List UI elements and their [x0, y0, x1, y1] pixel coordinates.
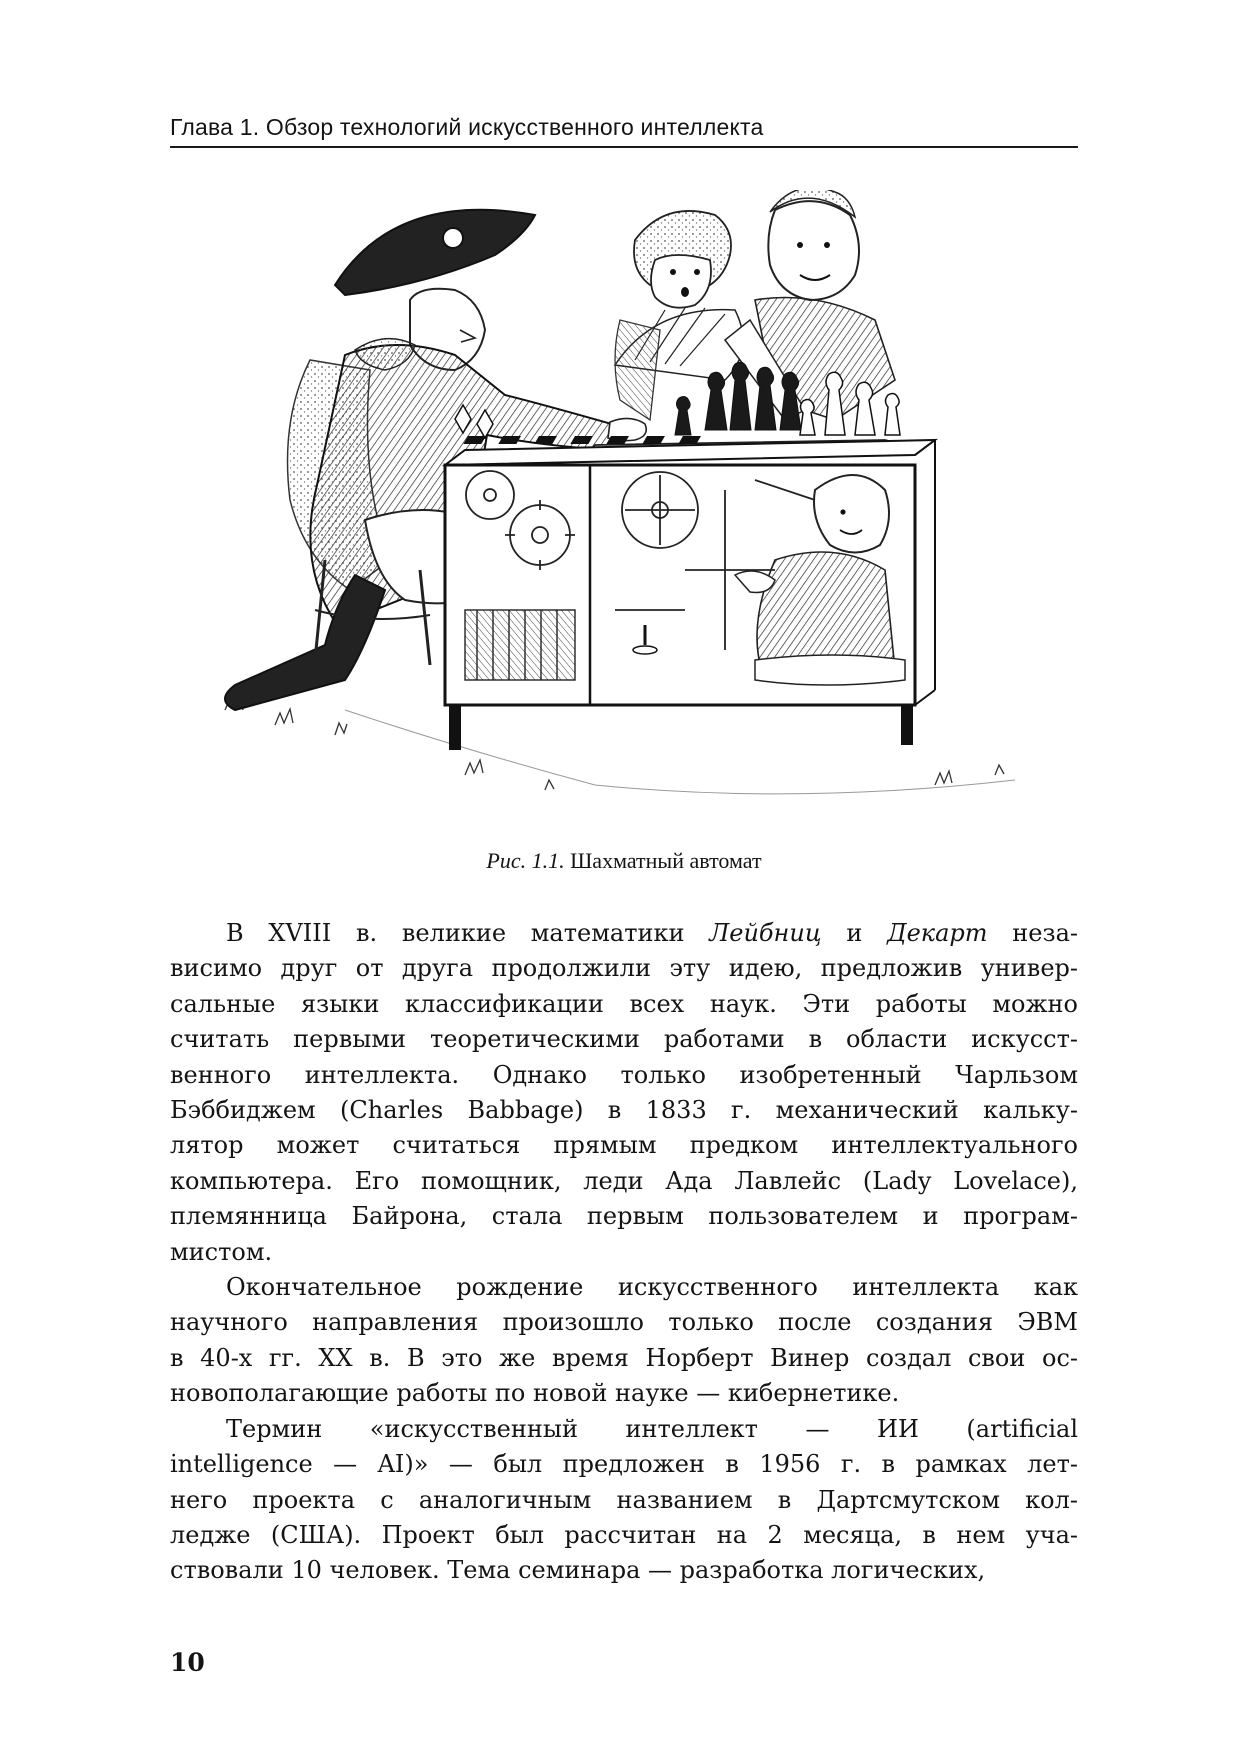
text-segment: него проекта с аналогичным названием в Дартсмутском кол- — [170, 1485, 1078, 1514]
text-segment: В XVIII в. великие математики — [226, 919, 710, 947]
text-line — [170, 1093, 1078, 1128]
grass-ground — [225, 696, 1015, 794]
text-segment: мистом. — [170, 1237, 273, 1266]
text-segment: лятор может считаться прямым предком интеллектуального — [170, 1131, 1078, 1160]
paragraph — [170, 1270, 1078, 1412]
text-line — [170, 1022, 1078, 1057]
text-segment: компьютера. Его помощник, леди Ада Лавлейс (Lady Lovelace), — [170, 1166, 1078, 1195]
text-line — [170, 1376, 1078, 1411]
text-line — [170, 1483, 1078, 1518]
page-number: 10 — [170, 1648, 205, 1677]
text-segment: ствовали 10 человек. Тема семинара — разработка логических, — [170, 1556, 986, 1585]
text-line — [170, 1447, 1078, 1482]
text-line — [170, 1164, 1078, 1199]
text-line — [170, 1518, 1078, 1553]
figure-caption-text: Шахматный автомат — [570, 848, 762, 873]
text-line — [170, 1341, 1078, 1376]
chess-automaton-drawing — [215, 190, 1035, 830]
paragraph — [170, 1412, 1078, 1589]
text-line — [170, 1412, 1078, 1447]
text-segment: венного интеллекта. Однако только изобретенный Чарльзом — [170, 1060, 1078, 1089]
text-segment: Бэббиджем (Charles Babbage) в 1833 г. механический кальку- — [170, 1096, 1078, 1125]
text-segment: новополагающие работы по новой науке — кибернетике. — [170, 1379, 900, 1408]
text-segment: научного направления произошло только после создания ЭВМ — [170, 1308, 1078, 1337]
chess-automaton-illustration — [215, 190, 1035, 830]
text-line — [170, 1128, 1078, 1163]
text-segment: считать первыми теоретическими работами в области искусст- — [170, 1025, 1078, 1054]
woman-with-fan — [615, 211, 743, 420]
running-head-title: Глава 1. Обзор технологий искусственного интеллекта — [170, 114, 764, 140]
text-segment: сальные языки классификации всех наук. Эти работы можно — [170, 989, 1078, 1018]
text-line — [170, 1199, 1078, 1234]
text-segment: Термин «искусственный интеллект — ИИ (artificial — [226, 1414, 1078, 1443]
automaton-cabinet — [445, 440, 935, 750]
text-segment: ледже (США). Проект был рассчитан на 2 месяца, в нем уча- — [170, 1520, 1078, 1549]
text-line — [170, 1553, 1078, 1588]
text-line — [170, 1270, 1078, 1305]
text-segment: Окончательное рождение искусственного интеллекта как — [226, 1273, 1078, 1302]
text-segment: неза- — [987, 919, 1078, 947]
text-line — [170, 1305, 1078, 1340]
running-head-rule — [170, 146, 1078, 148]
text-segment: и — [821, 919, 888, 947]
text-line — [170, 1235, 1078, 1270]
text-segment: в 40-х гг. XX в. В это же время Норберт Винер создал свои ос- — [170, 1343, 1078, 1372]
italic-name: Декарт — [887, 919, 988, 947]
text-segment: intelligence — AI)» — был предложен в 1956 г. в рамках лет- — [170, 1450, 1078, 1479]
text-line — [170, 1058, 1078, 1093]
body-text — [170, 916, 1078, 1589]
italic-name: Лейбниц — [709, 919, 822, 947]
text-line — [170, 987, 1078, 1022]
text-segment: племянница Байрона, стала первым пользователем и програм- — [170, 1202, 1078, 1231]
figure-caption — [170, 846, 1078, 876]
text-line — [170, 951, 1078, 986]
text-line — [170, 916, 1078, 951]
figure-label: Рис. 1.1. — [486, 848, 565, 873]
paragraph — [170, 916, 1078, 1270]
text-segment: висимо друг от друга продолжили эту идею, предложив универ- — [170, 954, 1078, 983]
